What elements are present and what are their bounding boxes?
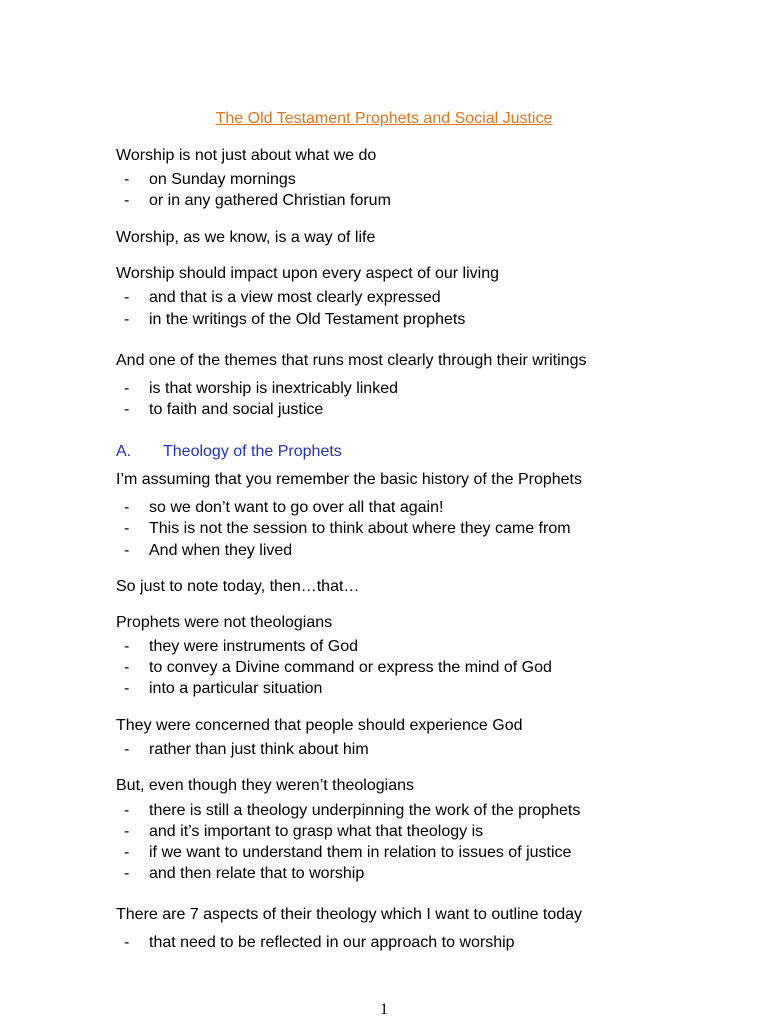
bullet-text: so we don’t want to go over all that again! [149,499,444,516]
bullet-dash: - [124,638,130,655]
paragraph: And one of the themes that runs most clearly through their writings [116,352,587,369]
bullet-text: to convey a Divine command or express the mind of God [149,659,552,676]
bullet-item [124,191,391,211]
bullet-dash: - [124,823,130,840]
bullet-item [124,740,369,760]
bullet-item [124,541,292,561]
bullet-text: and that is a view most clearly expressed [149,289,441,306]
document-title: The Old Testament Prophets and Social Justice [215,110,553,127]
bullet-text: to faith and social justice [149,401,324,418]
bullet-dash: - [124,289,130,306]
page-number: 1 [380,1001,388,1018]
bullet-dash: - [124,401,130,418]
paragraph: There are 7 aspects of their theology which I want to outline today [116,906,583,923]
bullet-item [124,288,441,308]
bullet-dash: - [124,499,130,516]
bullet-text: if we want to understand them in relation to issues of justice [149,844,572,861]
bullet-dash: - [124,865,130,882]
bullet-text: into a particular situation [149,680,323,697]
bullet-dash: - [124,844,130,861]
bullet-text: This is not the session to think about where they came from [149,520,571,537]
bullet-item [124,310,465,330]
paragraph: They were concerned that people should experience God [116,717,523,734]
bullet-dash: - [124,659,130,676]
bullet-dash: - [124,542,130,559]
paragraph: Worship should impact upon every aspect of our living [116,265,500,282]
bullet-dash: - [124,311,130,328]
bullet-dash: - [124,934,130,951]
paragraph: Worship is not just about what we do [116,147,377,164]
paragraph: Worship, as we know, is a way of life [116,229,376,246]
section-heading [116,442,342,462]
bullet-dash: - [124,802,130,819]
bullet-text: or in any gathered Christian forum [149,192,391,209]
bullet-item [124,658,552,678]
section-letter: A. [116,443,132,460]
bullet-dash: - [124,171,130,188]
bullet-item [124,933,515,953]
bullet-dash: - [124,741,130,758]
bullet-item [124,379,398,399]
bullet-text: on Sunday mornings [149,171,296,188]
bullet-item [124,637,358,657]
bullet-text: rather than just think about him [149,741,369,758]
bullet-dash: - [124,380,130,397]
bullet-text: in the writings of the Old Testament prophets [149,311,466,328]
bullet-item [124,400,323,420]
bullet-item [124,498,443,518]
paragraph: But, even though they weren’t theologians [116,777,414,794]
bullet-item [124,170,296,190]
bullet-text: is that worship is inextricably linked [149,380,398,397]
bullet-item [124,822,483,842]
bullet-text: and it’s important to grasp what that theology is [149,823,484,840]
bullet-dash: - [124,192,130,209]
bullet-item [124,519,571,539]
bullet-item [124,864,364,884]
section-label: Theology of the Prophets [163,443,342,460]
bullet-text: there is still a theology underpinning the work of the prophets [149,802,581,819]
bullet-item [124,843,571,863]
bullet-text: and then relate that to worship [149,865,365,882]
paragraph: So just to note today, then…that… [116,578,360,595]
paragraph: I’m assuming that you remember the basic history of the Prophets [116,471,582,488]
bullet-item [124,679,322,699]
paragraph: Prophets were not theologians [116,614,333,631]
bullet-dash: - [124,680,130,697]
bullet-text: And when they lived [149,542,293,559]
bullet-dash: - [124,520,130,537]
bullet-text: they were instruments of God [149,638,358,655]
bullet-item [124,801,580,821]
bullet-text: that need to be reflected in our approach to worship [149,934,515,951]
